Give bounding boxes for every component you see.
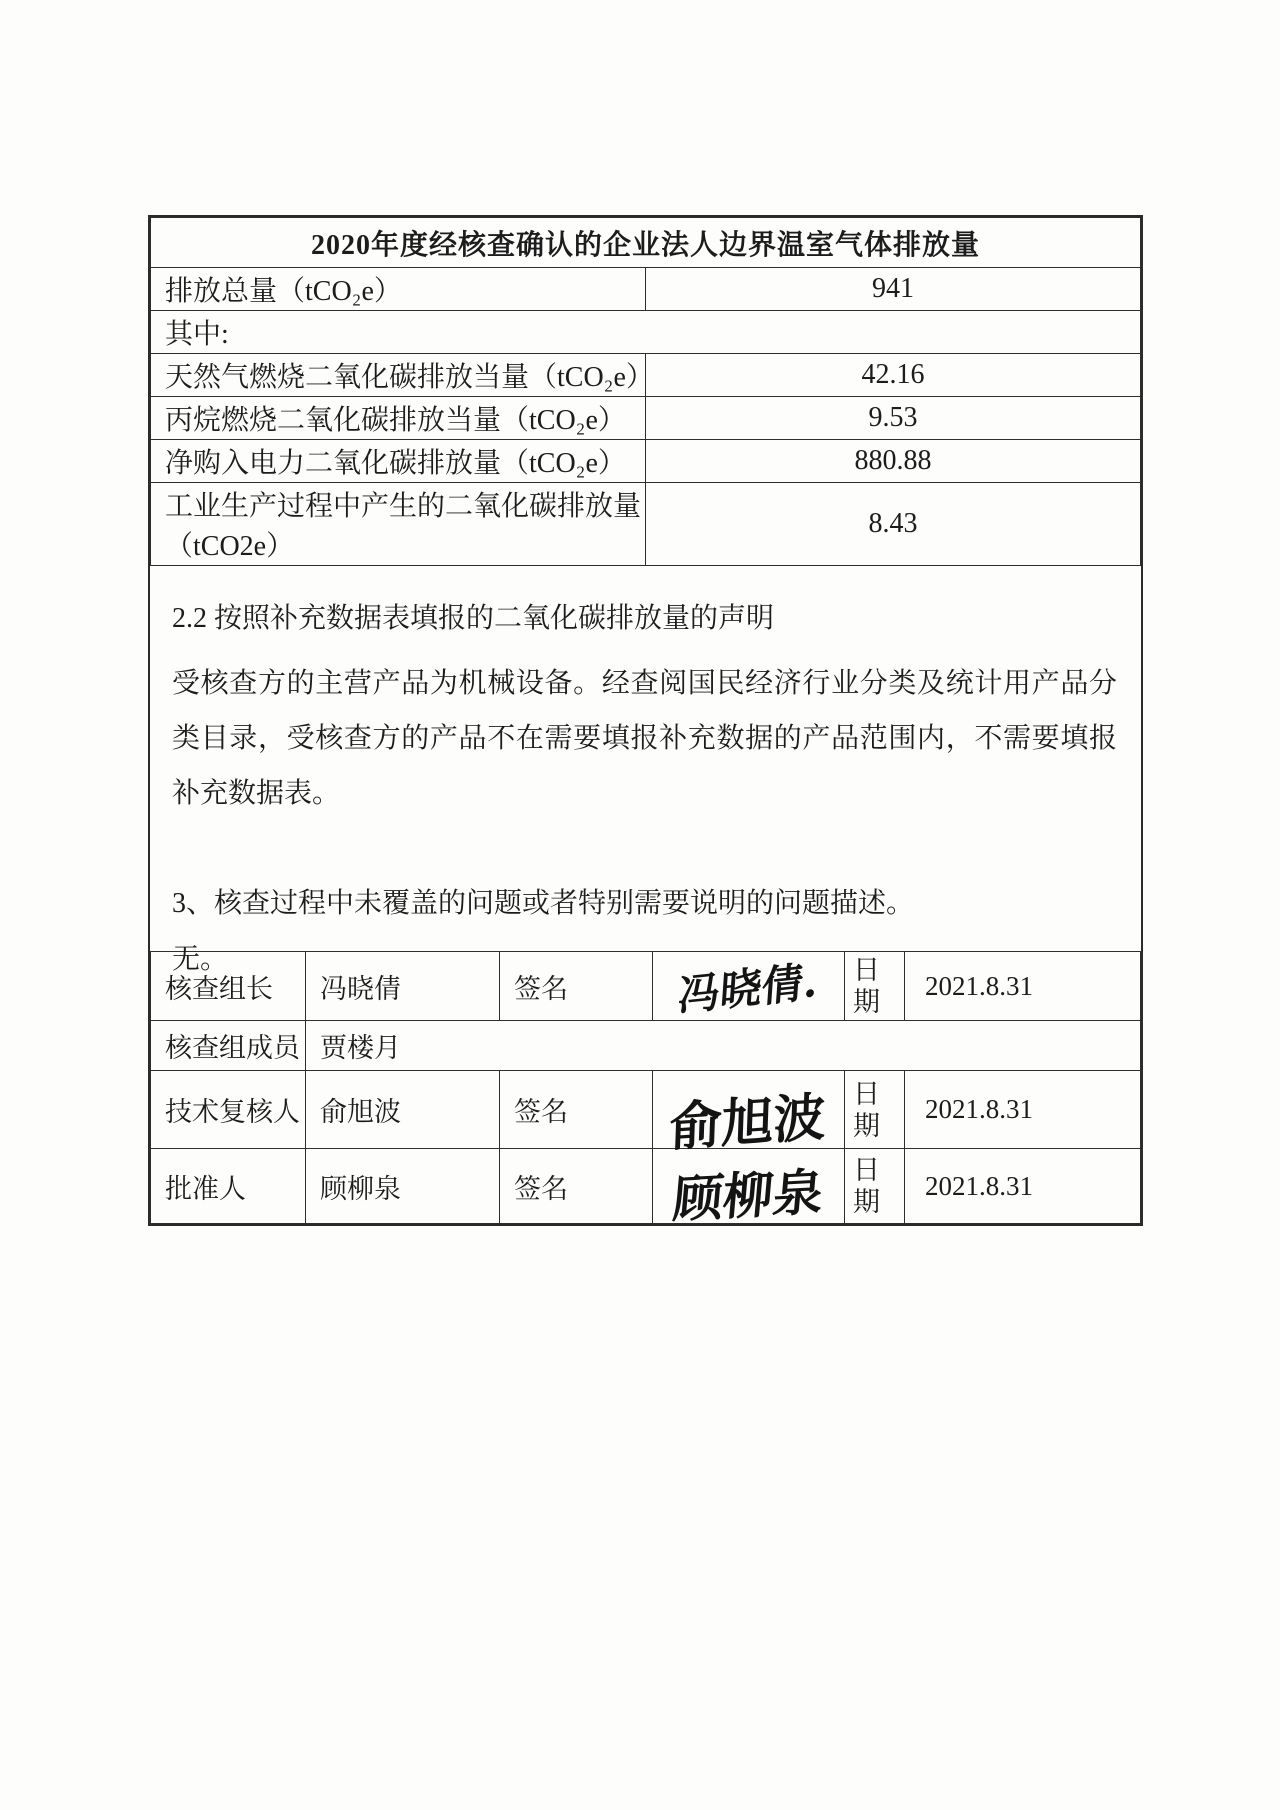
handwritten-signature <box>653 952 845 1021</box>
date-value: 2021.8.31 <box>905 952 1141 1021</box>
emissions-table <box>150 217 1141 566</box>
table-row-technical-reviewer <box>151 1071 1141 1149</box>
table-row <box>151 354 1141 397</box>
emission-value-propane: 9.53 <box>646 397 1141 440</box>
person-name: 贾楼月 <box>306 1021 1141 1071</box>
emission-value-industrial-process: 8.43 <box>646 483 1141 566</box>
emission-label-industrial-process: 工业生产过程中产生的二氧化碳排放量（tCO2e） <box>151 483 646 566</box>
signature-glyph: 俞旭波 <box>669 1086 827 1159</box>
statement-heading: 2.2 按照补充数据表填报的二氧化碳排放量的声明 <box>172 603 775 634</box>
section3-heading: 3、核查过程中未覆盖的问题或者特别需要说明的问题描述。 <box>172 888 915 919</box>
role-label: 技术复核人 <box>151 1071 306 1149</box>
table-row <box>151 397 1141 440</box>
emission-value-total: 941 <box>646 268 1141 311</box>
signature-glyph: 冯晓倩. <box>676 956 820 1021</box>
person-name: 冯晓倩 <box>306 952 500 1021</box>
table-row <box>151 483 1141 566</box>
emission-label-natural-gas: 天然气燃烧二氧化碳排放当量（tCO₂e） <box>151 354 646 397</box>
sign-label: 签名 <box>500 1071 653 1149</box>
emission-value-electricity: 880.88 <box>646 440 1141 483</box>
handwritten-signature <box>653 1071 845 1159</box>
table-row <box>151 268 1141 311</box>
role-label: 核查组成员 <box>151 1021 306 1071</box>
table-row-team-leader <box>151 952 1141 1021</box>
sign-label: 签名 <box>500 1149 653 1224</box>
role-label: 批准人 <box>151 1149 306 1224</box>
table-row <box>151 440 1141 483</box>
emission-label-total: 排放总量（tCO₂e） <box>151 268 646 311</box>
signature-table <box>150 951 1141 1230</box>
table-row <box>151 311 1141 354</box>
date-value: 2021.8.31 <box>905 1071 1141 1149</box>
emission-label-including: 其中: <box>151 311 1141 354</box>
document-frame <box>148 215 1143 1230</box>
section3-body: 无。 <box>172 944 229 975</box>
emissions-table-title: 2020年度经核查确认的企业法人边界温室气体排放量 <box>151 218 1141 268</box>
table-row-approver <box>151 1149 1141 1224</box>
signature-glyph: 顾柳泉 <box>670 1161 826 1230</box>
date-label: 日期 <box>845 952 905 1021</box>
role-label: 核查组长 <box>151 952 306 1021</box>
sign-label: 签名 <box>500 952 653 1021</box>
date-label: 日期 <box>845 1071 905 1149</box>
table-row-team-member <box>151 1021 1141 1071</box>
statement-body: 受核查方的主营产品为机械设备。经查阅国民经济行业分类及统计用产品分类目录，受核查方的产品不在需要填报补充数据的产品范围内，不需要填报补充数据表。 <box>172 668 1117 809</box>
date-label: 日期 <box>845 1149 905 1224</box>
emission-label-electricity: 净购入电力二氧化碳排放量（tCO₂e） <box>151 440 646 483</box>
statement-section <box>150 566 1141 975</box>
table-row <box>151 218 1141 268</box>
person-name: 顾柳泉 <box>306 1149 500 1224</box>
person-name: 俞旭波 <box>306 1071 500 1149</box>
emission-value-natural-gas: 42.16 <box>646 354 1141 397</box>
handwritten-signature <box>653 1149 845 1230</box>
emission-label-propane: 丙烷燃烧二氧化碳排放当量（tCO₂e） <box>151 397 646 440</box>
date-value: 2021.8.31 <box>905 1149 1141 1224</box>
